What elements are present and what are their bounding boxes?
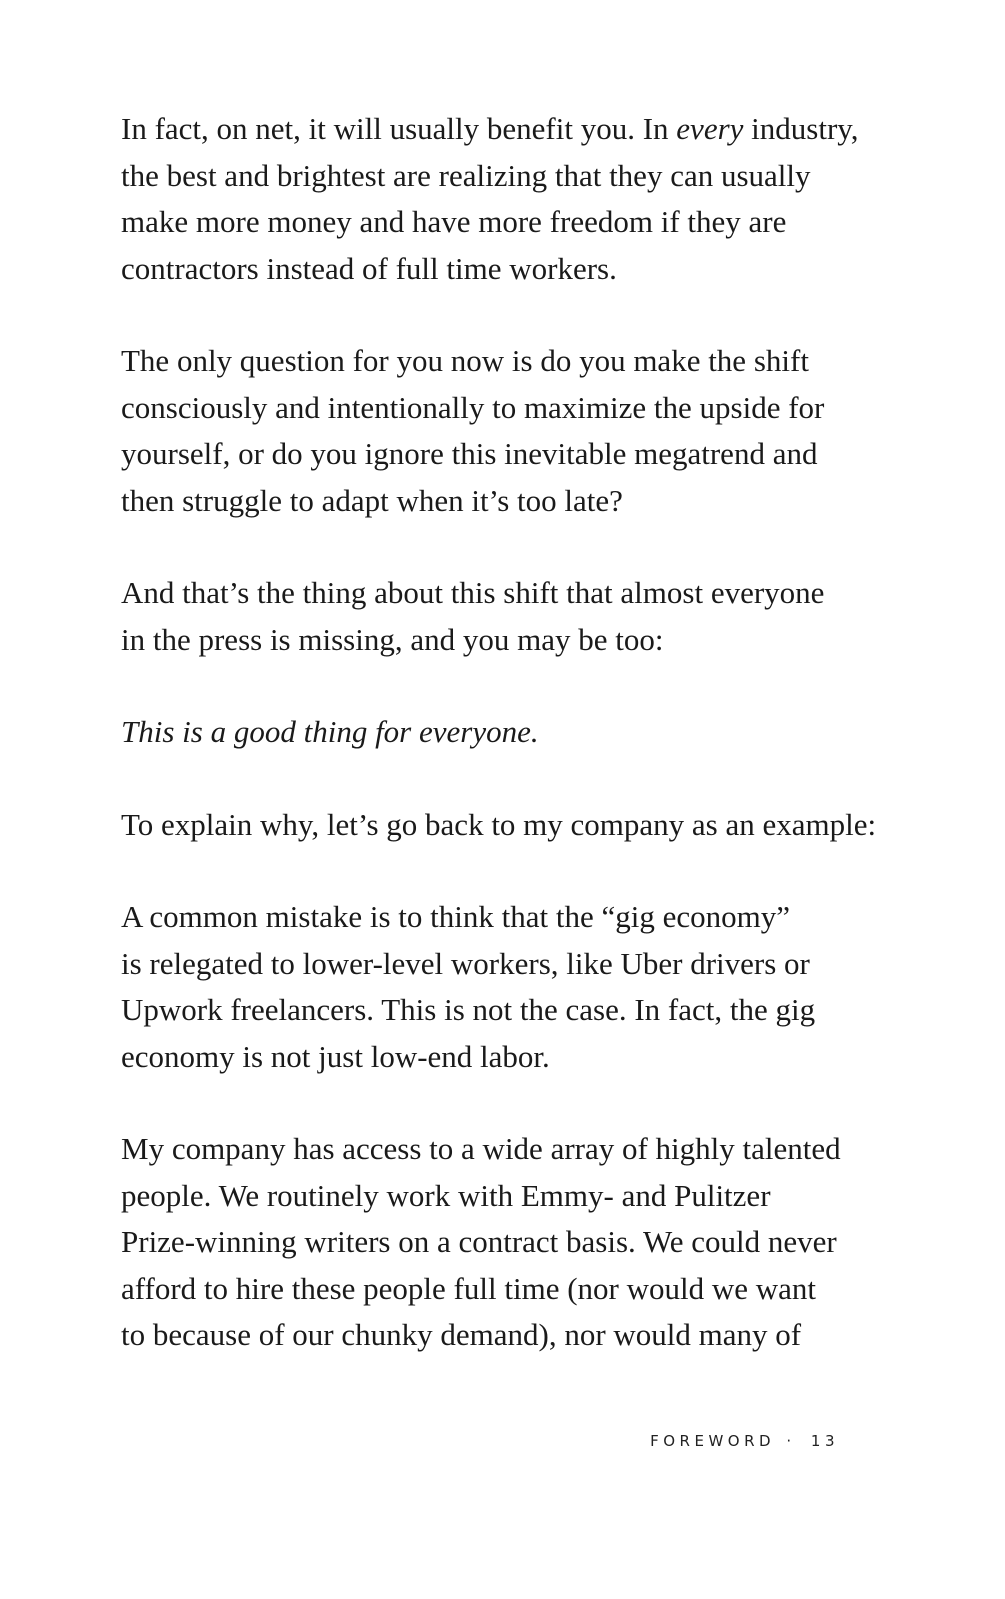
text-line: contractors instead of full time workers. <box>121 250 617 286</box>
text-line <box>121 106 859 153</box>
paragraph-4-italic <box>121 709 841 756</box>
body-text <box>121 106 877 1405</box>
text-line: is relegated to lower-level workers, like Uber drivers or <box>121 945 810 981</box>
paragraph-7 <box>121 1126 841 1359</box>
text-line: the best and brightest are realizing that they can usually <box>121 157 811 193</box>
page-number: 13 <box>810 1432 839 1450</box>
text-line: Prize-winning writers on a contract basis. We could never <box>121 1224 837 1259</box>
text-line: then struggle to adapt when it’s too late? <box>121 482 623 518</box>
running-footer <box>650 1432 839 1450</box>
text-line: to because of our chunky demand), nor would many of <box>121 1317 802 1352</box>
text-line: people. We routinely work with Emmy- and Pulitzer <box>121 1177 771 1213</box>
separator-dot: · <box>786 1432 796 1450</box>
text-line: in the press is missing, and you may be too: <box>121 621 664 657</box>
text-line: The only question for you now is do you make the shift <box>121 343 809 378</box>
text-line: A common mistake is to think that the “gig economy” <box>121 899 790 934</box>
section-title: FOREWORD <box>650 1432 776 1450</box>
text-line: My company has access to a wide array of highly talented <box>121 1131 841 1166</box>
paragraph-3 <box>121 570 841 663</box>
text-line: This is a good thing for everyone. <box>121 714 539 749</box>
text-line: To explain why, let’s go back to my company as an example: <box>121 806 877 842</box>
text-line-start: In fact, on net, it will usually benefit you. In <box>121 111 677 146</box>
text-line-end: industry, <box>743 111 859 146</box>
text-line: Upwork freelancers. This is not the case. In fact, the gig <box>121 992 816 1027</box>
text-line: economy is not just low-end labor. <box>121 1038 550 1074</box>
paragraph-5 <box>121 802 877 849</box>
text-line: consciously and intentionally to maximize the upside for <box>121 389 825 425</box>
text-line: afford to hire these people full time (nor would we want <box>121 1270 817 1306</box>
emphasis-every: every <box>676 111 744 146</box>
paragraph-6 <box>121 894 841 1080</box>
paragraph-2 <box>121 338 841 524</box>
text-line: And that’s the thing about this shift that almost everyone <box>121 575 825 610</box>
text-line: make more money and have more freedom if they are <box>121 204 787 239</box>
text-line: yourself, or do you ignore this inevitable megatrend and <box>121 436 818 471</box>
paragraph-1 <box>121 106 859 292</box>
